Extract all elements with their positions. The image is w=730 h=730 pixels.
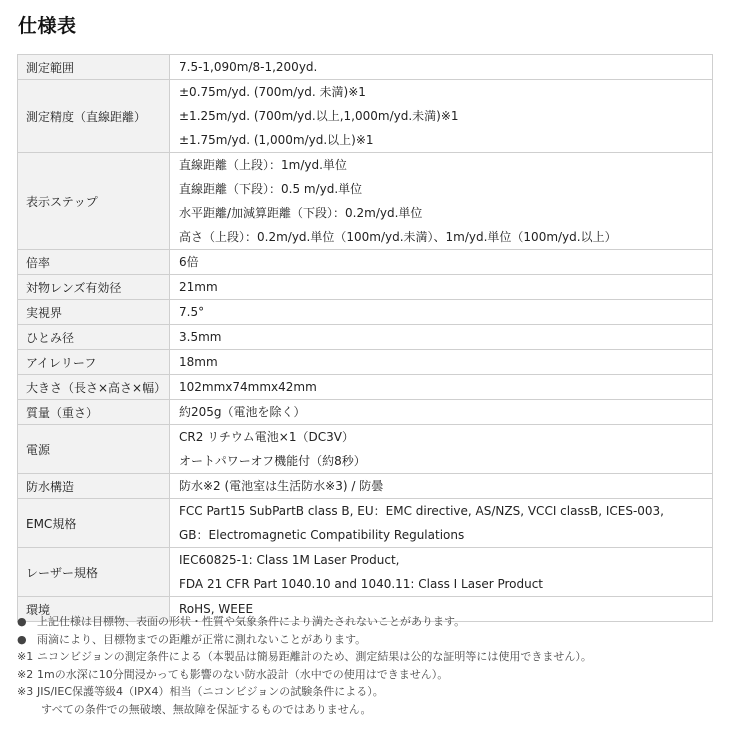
- spec-value: [170, 474, 713, 499]
- spec-label: 対物レンズ有効径: [18, 275, 170, 300]
- note-marker: ※3: [17, 685, 34, 698]
- notes-section: [17, 613, 717, 718]
- spec-value-line: 102mmx74mmx42mm: [179, 380, 317, 394]
- spec-value: [170, 300, 713, 325]
- spec-label: 防水構造: [18, 474, 170, 499]
- note-marker: ※1: [17, 650, 34, 663]
- spec-value-line: FDA 21 CFR Part 1040.10 and 1040.11: Class I Laser Product: [179, 577, 544, 591]
- spec-value-line: ±0.75m/yd. (700m/yd. 未満)※1: [179, 85, 366, 99]
- spec-row: [18, 425, 713, 474]
- spec-value-line: 6倍: [179, 255, 199, 269]
- spec-value: [170, 350, 713, 375]
- spec-value-line: ±1.25m/yd. (700m/yd.以上,1,000m/yd.未満)※1: [179, 109, 459, 123]
- spec-row: [18, 153, 713, 250]
- spec-value-line: FCC Part15 SubPartB class B, EU：EMC directive, AS/NZS, VCCI classB, ICES-003,: [179, 504, 664, 518]
- spec-value-line: GB：Electromagnetic Compatibility Regulations: [179, 528, 465, 542]
- spec-label: 実視界: [18, 300, 170, 325]
- spec-value: [170, 80, 713, 153]
- spec-row: [18, 375, 713, 400]
- note-item: [17, 613, 717, 631]
- note-text: 上記仕様は目標物、表面の形状・性質や気象条件により満たされないことがあります。: [37, 615, 466, 628]
- spec-value-line: ±1.75m/yd. (1,000m/yd.以上)※1: [179, 133, 374, 147]
- spec-value-line: 18mm: [179, 355, 218, 369]
- spec-value: [170, 250, 713, 275]
- spec-value-line: RoHS, WEEE: [179, 602, 254, 616]
- spec-row: [18, 499, 713, 548]
- spec-value: [170, 325, 713, 350]
- page-title: 仕様表: [18, 15, 77, 37]
- spec-row: [18, 250, 713, 275]
- spec-value-line: 直線距離（上段）：1m/yd.単位: [179, 158, 347, 172]
- note-item: [17, 666, 717, 684]
- note-item: [17, 683, 717, 701]
- spec-row: [18, 275, 713, 300]
- spec-value-line: CR2 リチウム電池×1（DC3V）: [179, 430, 354, 444]
- note-marker: ※2: [17, 667, 34, 681]
- spec-value-line: 7.5°: [179, 305, 205, 319]
- spec-row: [18, 55, 713, 80]
- spec-row: [18, 548, 713, 597]
- spec-value: [170, 153, 713, 250]
- note-text: すべての条件での無破壊、無故障を保証するものではありません。: [41, 702, 372, 716]
- spec-label: 大きさ（長さ×高さ×幅）: [18, 375, 170, 400]
- spec-value-line: 7.5-1,090m/8-1,200yd.: [179, 60, 318, 74]
- spec-value-line: 防水※2 (電池室は生活防水※3) / 防曇: [179, 479, 384, 493]
- spec-value: [170, 425, 713, 474]
- note-text: ニコンビジョンの測定条件による（本製品は簡易距離計のため、測定結果は公的な証明等には使用できません）。: [37, 650, 592, 663]
- spec-label: 質量（重さ）: [18, 400, 170, 425]
- spec-value-line: オートパワーオフ機能付（約8秒）: [179, 454, 366, 468]
- spec-label: 表示ステップ: [18, 153, 170, 250]
- spec-row: [18, 325, 713, 350]
- spec-row: [18, 300, 713, 325]
- spec-label: 測定範囲: [18, 55, 170, 80]
- bullet-icon: ●: [17, 632, 27, 646]
- note-text: 1mの水深に10分間浸かっても影響のない防水設計（水中での使用はできません）。: [37, 667, 449, 681]
- spec-label: EMC規格: [18, 499, 170, 548]
- spec-value: [170, 55, 713, 80]
- note-item: [17, 648, 717, 666]
- spec-label: レーザー規格: [18, 548, 170, 597]
- spec-value-line: 水平距離/加減算距離（下段）：0.2m/yd.単位: [179, 206, 423, 220]
- spec-label: 測定精度（直線距離）: [18, 80, 170, 153]
- spec-label: ひとみ径: [18, 325, 170, 350]
- spec-value-line: 約205g（電池を除く）: [179, 405, 306, 419]
- spec-table: [17, 54, 713, 622]
- note-item: [17, 701, 717, 719]
- spec-row: [18, 80, 713, 153]
- spec-label: 環境: [18, 597, 170, 622]
- spec-label: 倍率: [18, 250, 170, 275]
- spec-value: [170, 375, 713, 400]
- spec-value-line: 3.5mm: [179, 330, 222, 344]
- spec-value-line: 高さ（上段）：0.2m/yd.単位（100m/yd.未満）、1m/yd.単位（100m/yd.以上）: [179, 230, 617, 244]
- spec-value-line: IEC60825-1: Class 1M Laser Product,: [179, 553, 400, 567]
- spec-value: [170, 499, 713, 548]
- spec-value: [170, 400, 713, 425]
- spec-label: 電源: [18, 425, 170, 474]
- spec-table-body: [18, 55, 713, 622]
- spec-row: [18, 350, 713, 375]
- note-text: 雨滴により、目標物までの距離が正常に測れないことがあります。: [37, 632, 367, 646]
- spec-label: アイレリーフ: [18, 350, 170, 375]
- spec-value-line: 21mm: [179, 280, 218, 294]
- spec-row: [18, 400, 713, 425]
- note-item: [17, 631, 717, 649]
- spec-value-line: 直線距離（下段）：0.5 m/yd.単位: [179, 182, 363, 196]
- bullet-icon: ●: [17, 615, 27, 628]
- spec-value: [170, 548, 713, 597]
- spec-row: [18, 474, 713, 499]
- spec-value: [170, 275, 713, 300]
- note-text: JIS/IEC保護等級4（IPX4）相当（ニコンビジョンの試験条件による）。: [37, 685, 384, 698]
